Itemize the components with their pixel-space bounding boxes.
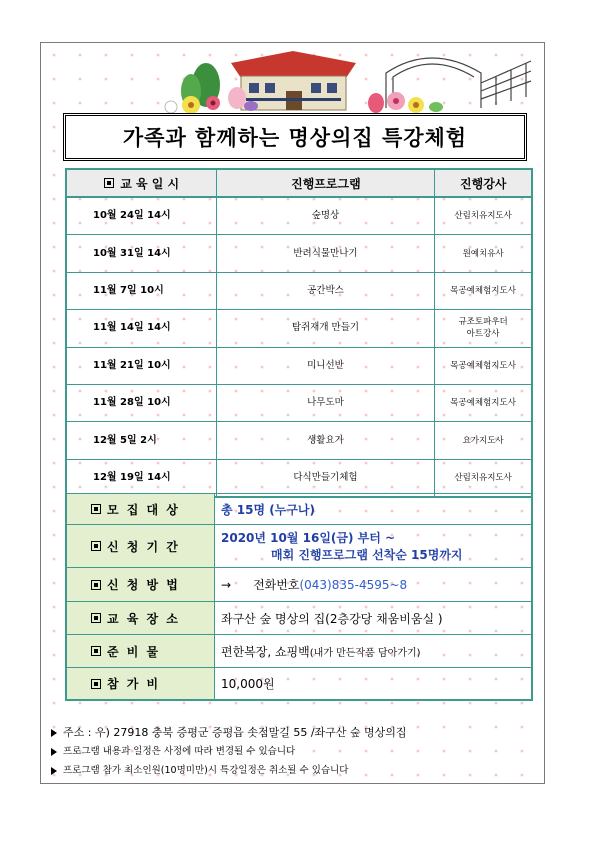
schedule-program: 숲명상	[217, 198, 436, 234]
poster	[40, 42, 545, 784]
schedule-program: 다식만들기체험	[217, 460, 436, 496]
info-value: 편한복장, 쇼핑백 (내가 만든작품 담아가기)	[221, 644, 421, 659]
info-value: 총 15명 (누구나)	[221, 502, 315, 517]
notes	[51, 723, 541, 780]
schedule-body	[67, 198, 531, 496]
schedule-program: 나무도마	[217, 385, 436, 421]
schedule-program: 공간박스	[217, 273, 436, 309]
page-title: 가족과 함께하는 명상의집 특강체험	[122, 126, 468, 150]
schedule-program: 반려식물만나기	[217, 235, 436, 271]
schedule-header-instructor: 진행강사	[460, 176, 507, 191]
info-label: 교 육 장 소	[67, 602, 215, 634]
square-bullet-icon	[104, 178, 114, 188]
schedule-change-note: 프로그램 내용과 일정은 사정에 따라 변경될 수 있습니다	[51, 742, 541, 761]
schedule-date: 11월 14일 14시	[67, 310, 217, 346]
schedule-row	[67, 459, 531, 496]
info-label: 신 청 방 법	[67, 568, 215, 601]
schedule-header	[67, 170, 531, 198]
info-row-prep	[67, 634, 531, 667]
schedule-date: 11월 28일 10시	[67, 385, 217, 421]
cancellation-note: 프로그램 참가 최소인원(10명미만)시 특강일정은 취소될 수 있습니다	[51, 761, 541, 780]
square-bullet-icon	[91, 646, 101, 656]
info-row-place	[67, 601, 531, 634]
schedule-row	[67, 234, 531, 271]
schedule-table	[65, 168, 533, 498]
arrow-icon: →	[221, 577, 232, 592]
schedule-instructor: 목공예체험지도사	[450, 360, 516, 371]
schedule-program: 탐쥐재개 만들기	[217, 310, 436, 346]
schedule-instructor: 요가지도사	[462, 435, 504, 446]
address-note: 주소 : 우) 27918 충북 증평군 증평읍 솟점말길 55 /좌구산 숲 명상의집	[51, 723, 541, 742]
schedule-row	[67, 309, 531, 346]
schedule-instructor: 목공예체험지도사	[450, 285, 516, 296]
schedule-instructor: 규조토파우더 아트강사	[458, 317, 508, 340]
schedule-date: 10월 24일 14시	[67, 198, 217, 234]
schedule-program: 생활요가	[217, 422, 436, 458]
schedule-row	[67, 198, 531, 234]
header-illustration	[41, 43, 544, 113]
info-row-period	[67, 524, 531, 567]
schedule-row	[67, 272, 531, 309]
square-bullet-icon	[91, 580, 101, 590]
info-row-target	[67, 493, 531, 524]
schedule-header-date: 교 육 일 시	[67, 170, 217, 196]
triangle-bullet-icon	[51, 748, 57, 756]
square-bullet-icon	[91, 613, 101, 623]
schedule-instructor: 목공예체험지도사	[450, 398, 516, 409]
phone-number: (043)835-4595~8	[299, 577, 408, 592]
schedule-program: 미니선반	[217, 348, 436, 384]
info-label: 준 비 물	[67, 635, 215, 667]
info-row-fee	[67, 667, 531, 699]
square-bullet-icon	[91, 679, 101, 689]
info-value: → 전화번호 (043)835-4595~8	[221, 577, 408, 592]
info-label: 모 집 대 상	[67, 494, 215, 524]
schedule-row	[67, 384, 531, 421]
schedule-date: 12월 5일 2시	[67, 422, 217, 458]
info-row-method	[67, 567, 531, 601]
schedule-row	[67, 347, 531, 384]
triangle-bullet-icon	[51, 729, 57, 737]
info-table	[65, 493, 533, 701]
schedule-instructor: 산림치유지도사	[454, 472, 512, 483]
schedule-date: 11월 21일 10시	[67, 348, 217, 384]
schedule-instructor: 산림치유지도사	[454, 211, 512, 222]
schedule-instructor: 원예치유사	[462, 248, 504, 259]
info-value: 10,000원	[221, 677, 275, 691]
square-bullet-icon	[91, 541, 101, 551]
schedule-row	[67, 421, 531, 458]
schedule-date: 11월 7일 10시	[67, 273, 217, 309]
square-bullet-icon	[91, 504, 101, 514]
title-banner	[63, 113, 527, 161]
info-label: 신 청 기 간	[67, 525, 215, 567]
info-value: 2020년 10월 16일(금) 부터 ~ 매회 진행프로그램 선착순 15명까지	[221, 531, 463, 562]
info-value: 좌구산 숲 명상의 집(2층강당 채움비움실 )	[221, 611, 443, 626]
schedule-date: 10월 31일 14시	[67, 235, 217, 271]
triangle-bullet-icon	[51, 767, 57, 775]
schedule-date: 12월 19일 14시	[67, 460, 217, 496]
schedule-header-program: 진행프로그램	[217, 170, 435, 196]
info-label: 참 가 비	[67, 668, 215, 699]
